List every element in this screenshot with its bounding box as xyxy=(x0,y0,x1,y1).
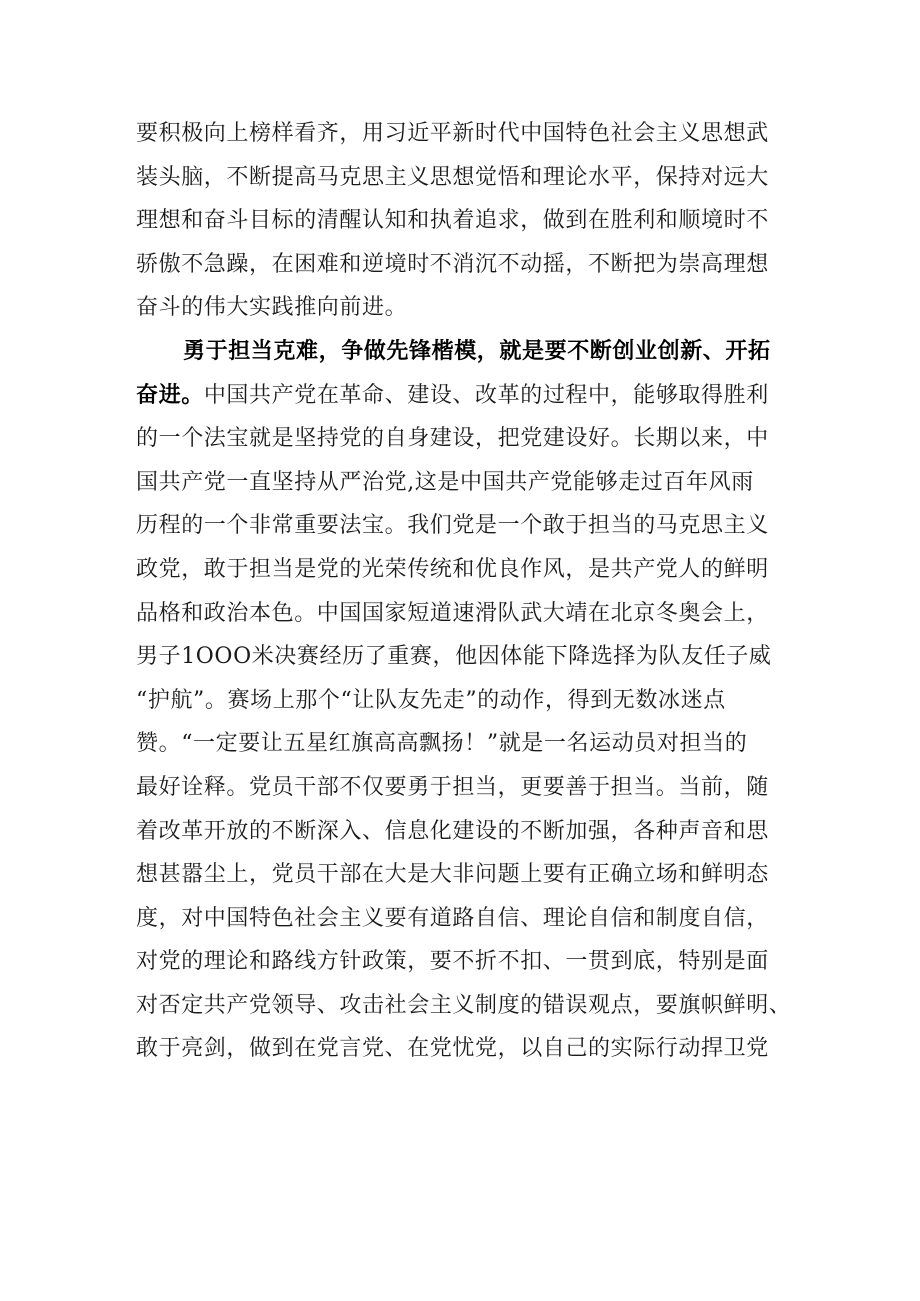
text-line: “护航”。赛场上那个“让队友先走”的动作，得到无数冰迷点 xyxy=(136,687,726,713)
document-body xyxy=(136,112,796,1071)
text-line: 理想和奋斗目标的清醒认知和执着追求，做到在胜利和顺境时不 xyxy=(136,208,769,234)
text-line: 品格和政治本色。中国国家短道速滑队武大靖在北京冬奥会上， xyxy=(136,600,769,626)
paragraph-1 xyxy=(136,112,796,330)
text-line xyxy=(136,374,796,418)
text-line: 历程的一个非常重要法宝。我们党是一个敢于担当的马克思主义 xyxy=(136,513,769,539)
bold-heading-text: 奋进。 xyxy=(136,381,204,408)
text-line: 要积极向上榜样看齐，用习近平新时代中国特色社会主义思想武 xyxy=(136,121,769,146)
paragraph-2 xyxy=(136,330,796,1071)
text-line: 对党的理论和路线方针政策，要不折不扣、一贯到底，特别是面 xyxy=(136,949,769,975)
text-line: 奋斗的伟大实践推向前进。 xyxy=(136,295,408,321)
text-line: 想甚嚣尘上，党员干部在大是大非问题上要有正确立场和鲜明态 xyxy=(136,862,769,888)
bold-heading-text: 勇于担当克难，争做先锋楷模，就是要不断创业创新、开拓 xyxy=(183,337,771,364)
text-line: 男子1OOO米决赛经历了重赛，他因体能下降选择为队友任子威 xyxy=(136,644,772,670)
text-line: 度，对中国特色社会主义要有道路自信、理论自信和制度自信， xyxy=(136,905,769,931)
text-line: 国共产党一直坚持从严治党,这是中国共产党能够走过百年风雨 xyxy=(136,469,754,495)
text-line: 着改革开放的不断深入、信息化建设的不断加强，各种声音和思 xyxy=(136,818,769,844)
text-line: 敢于亮剑，做到在党言党、在党忧党，以自己的实际行动捍卫党 xyxy=(136,1036,769,1062)
text-line: 政党，敢于担当是党的光荣传统和优良作风，是共产党人的鲜明 xyxy=(136,556,769,582)
text-line: 的一个法宝就是坚持党的自身建设，把党建设好。长期以来，中 xyxy=(136,426,769,452)
text-line: 赞。“一定要让五星红旗高高飘扬！”就是一名运动员对担当的 xyxy=(136,731,748,757)
text-line: 骄傲不急躁，在困难和逆境时不消沉不动摇，不断把为崇高理想 xyxy=(136,251,769,277)
paragraph-heading-line xyxy=(136,330,796,374)
text-span: 中国共产党在革命、建设、改革的过程中，能够取得胜利 xyxy=(203,382,769,408)
text-line: 装头脑，不断提高马克思主义思想觉悟和理论水平，保持对远大 xyxy=(136,164,769,190)
text-line: 最好诠释。党员干部不仅要勇于担当，更要善于担当。当前，随 xyxy=(136,774,769,800)
text-line: 对否定共产党领导、攻击社会主义制度的错误观点，要旗帜鲜明、 xyxy=(136,992,792,1018)
